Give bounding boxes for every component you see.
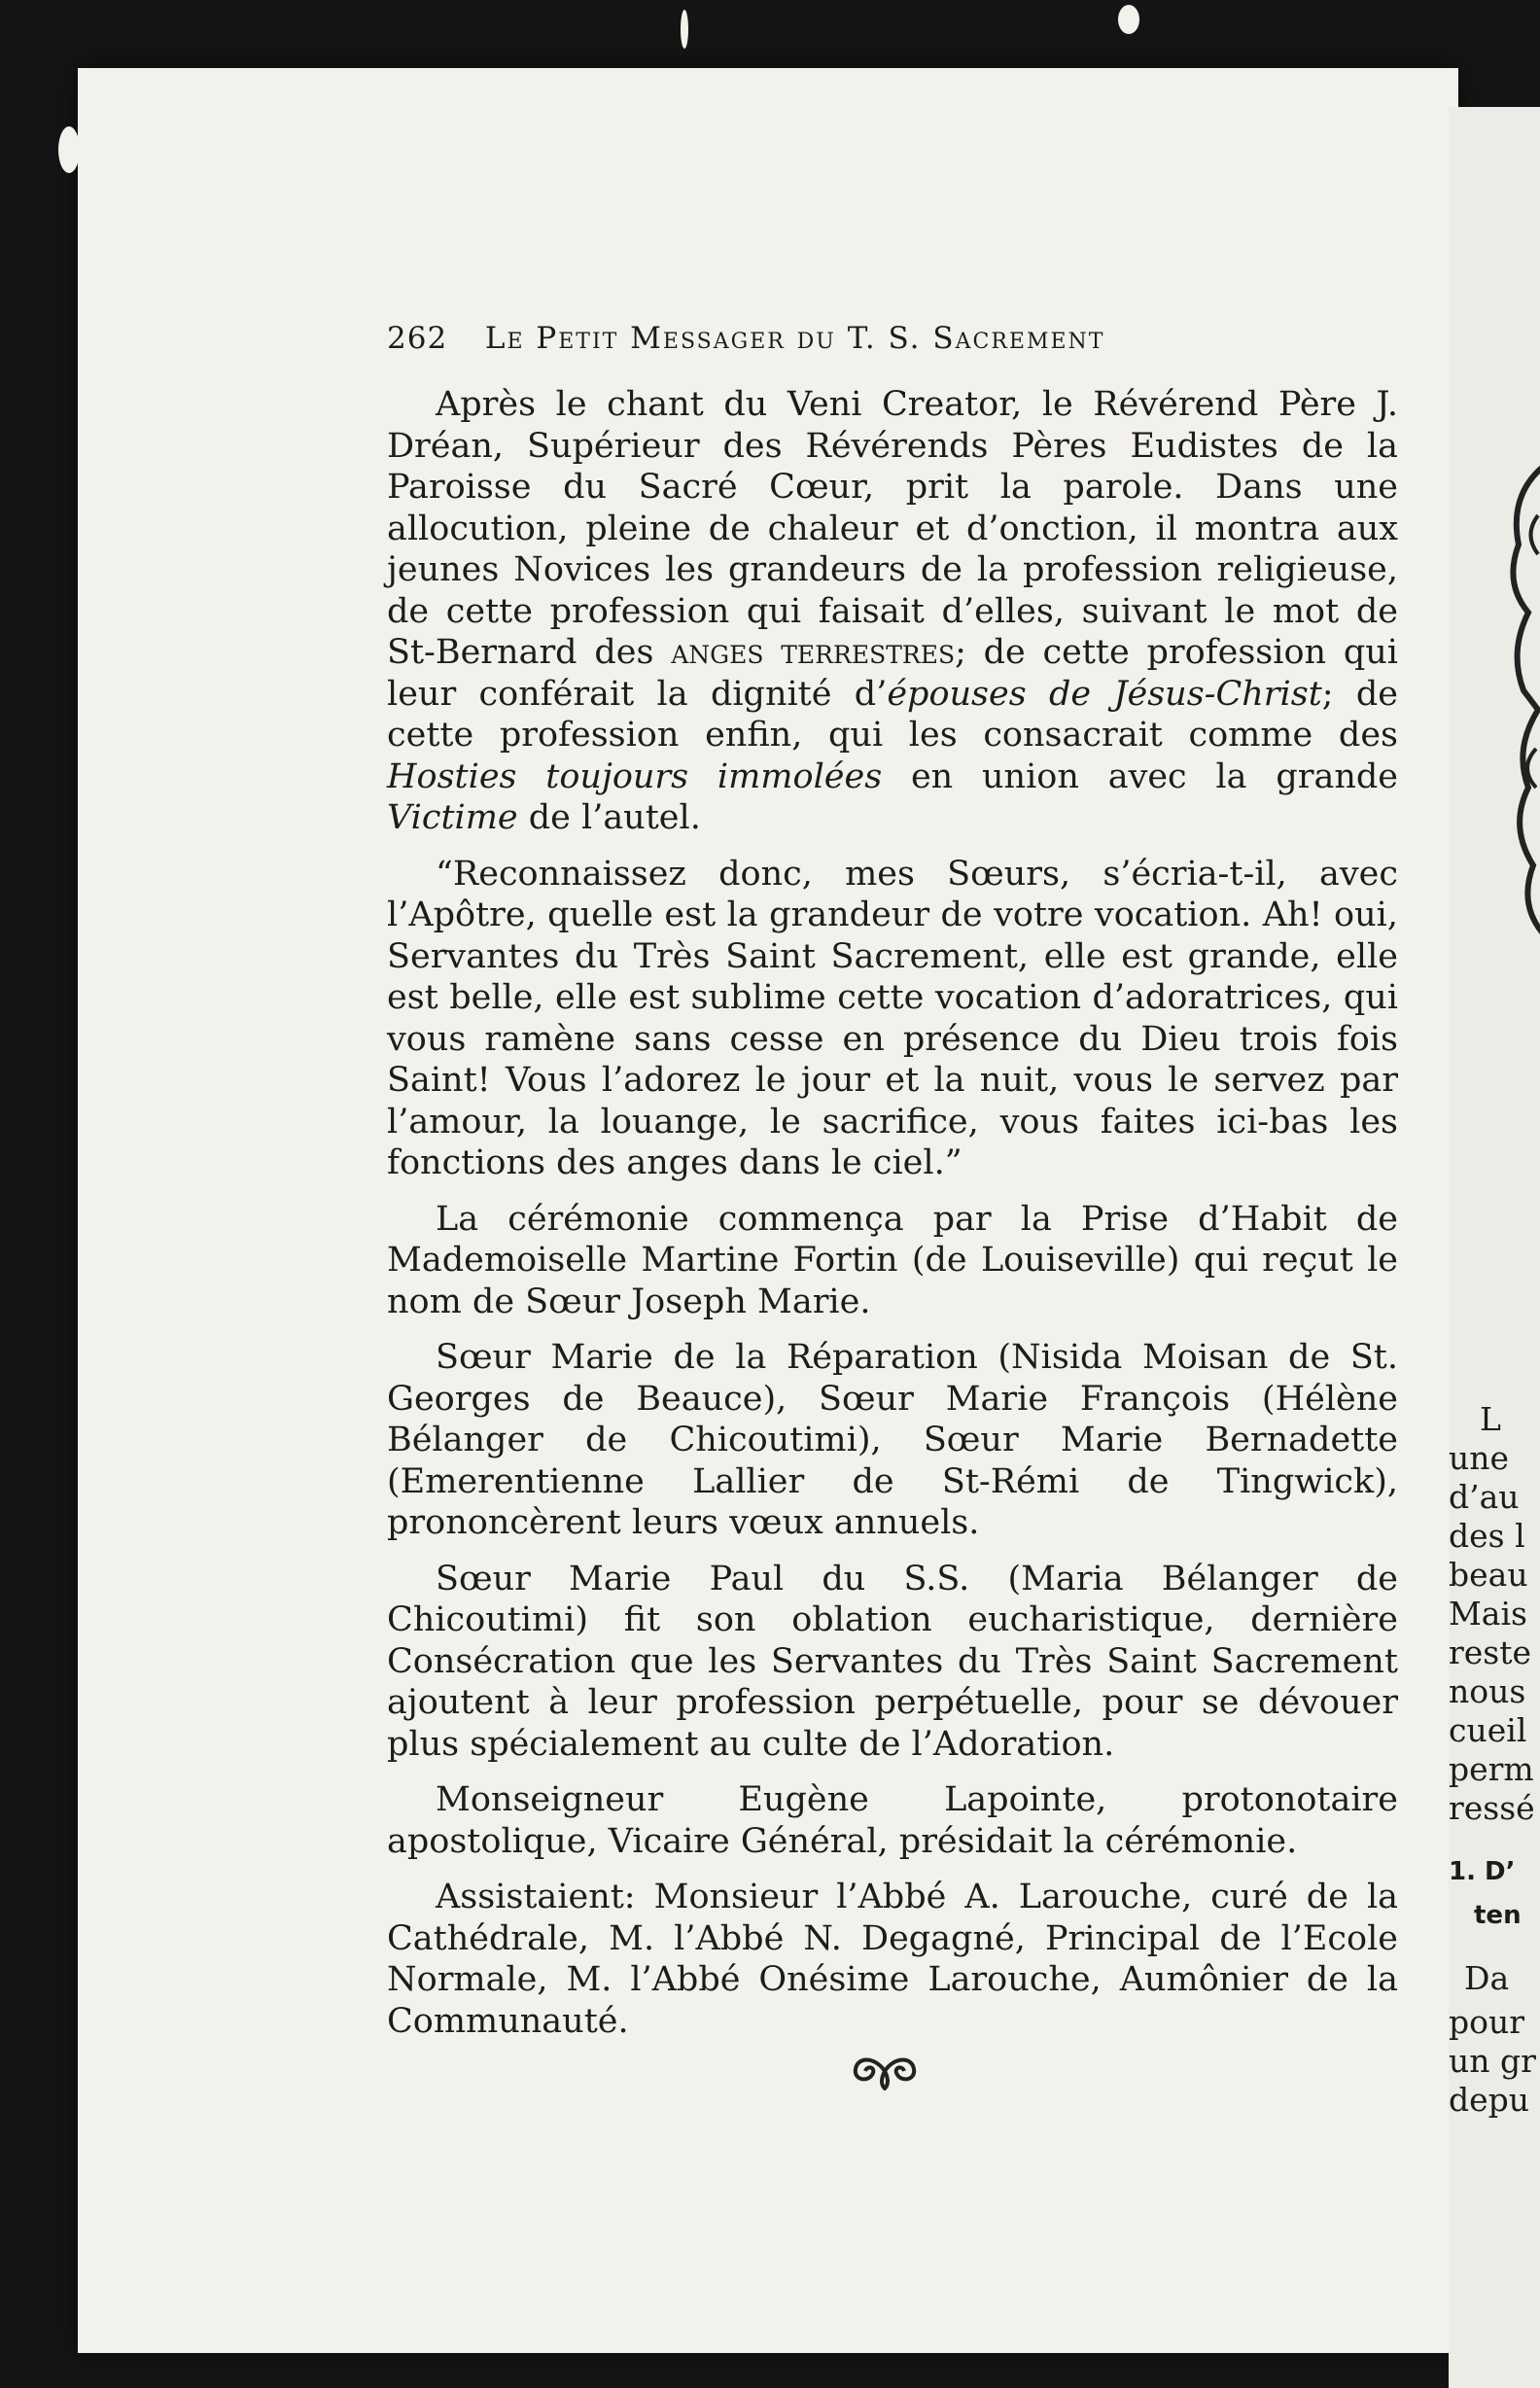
adjacent-text-fragment: reste: [1449, 1633, 1532, 1671]
adjacent-text-fragment: Da: [1464, 1959, 1510, 1997]
text-run: de l’autel.: [517, 798, 701, 837]
adjacent-text-fragment: pour: [1449, 2003, 1525, 2041]
text-run: Monseigneur Eugène Lapointe, protonotaire apostolique, Vicaire Général, présidait la cérémonie.: [387, 1780, 1398, 1861]
ornament-illustration-icon: [1499, 457, 1540, 943]
adjacent-text-fragment: ressé: [1449, 1789, 1535, 1827]
paragraph: [387, 1337, 1398, 1544]
fleuron-ornament-icon: [846, 2052, 924, 2090]
text-run: en union avec la grande: [882, 756, 1398, 796]
running-title: Le Petit Messager du T. S. Sacrement: [484, 321, 1105, 356]
page-number: 262: [387, 321, 448, 356]
adjacent-text-fragment: une: [1449, 1439, 1510, 1477]
adjacent-text-fragment: Mais: [1449, 1595, 1527, 1633]
adjacent-text-fragment: 1. D’: [1449, 1857, 1516, 1886]
adjacent-text-fragment: des l: [1449, 1517, 1525, 1555]
text-run: Hosties toujours immolées: [387, 756, 883, 796]
text-run: “Reconnaissez donc, mes Sœurs, s’écria-t-il, avec l’Apôtre, quelle est la grandeur de votre vocation. Ah! oui, Servantes du Très Saint Sacrement, elle est grande, elle est belle, elle est sublime cette vocation d’adoratrices, qui vous ramène sans cesse en présence du Dieu trois fois Saint! Vous l’adorez le jour et la nuit, vous le servez par l’amour, la louange, le sacrifice, vous faites ici-bas les fonctions des anges dans le ciel.”: [387, 854, 1398, 1182]
text-run: Victime: [387, 798, 518, 837]
paragraph: [387, 384, 1398, 839]
paragraph: [387, 1877, 1398, 2042]
paragraph: [387, 1199, 1398, 1323]
text-run: Sœur Marie Paul du S.S. (Maria Bélanger de Chicoutimi) fit son oblation eucharistique, dernière Consécration que les Servantes du Très Saint Sacrement ajoutent à leur profession perpétuelle, pour se dévouer plus spécialement au culte de l’Adoration.: [387, 1559, 1398, 1764]
text-run: Sœur Marie de la Réparation (Nisida Moisan de St. Georges de Beauce), Sœur Marie François (Hélène Bélanger de Chicoutimi), Sœur Marie Bernadette (Emerentienne Lallier de St-Rémi de Tingwick), prononcèrent leurs vœux annuels.: [387, 1338, 1398, 1542]
adjacent-text-fragment: ten: [1474, 1901, 1522, 1930]
adjacent-text-fragment: beau: [1449, 1556, 1528, 1594]
text-run: ; de cette profession qui leur conférait la dignité d’: [387, 633, 1398, 714]
text-run: Assistaient: Monsieur l’Abbé A. Larouche, curé de la Cathédrale, M. l’Abbé N. Degagné, Principal de l’Ecole Normale, M. l’Abbé Onésime Larouche, Aumônier de la Communauté.: [387, 1878, 1398, 2041]
adjacent-text-fragment: cueil: [1449, 1711, 1527, 1749]
text-run: ; de cette profession enfin, qui les consacrait comme des: [387, 674, 1398, 755]
article-body: [387, 384, 1398, 2056]
text-run: La cérémonie commença par la Prise d’Habit de Mademoiselle Martine Fortin (de Louiseville) qui reçut le nom de Sœur Joseph Marie.: [387, 1199, 1398, 1321]
text-run: Après le chant du Veni Creator, le Révérend Père J. Dréan, Supérieur des Révérends Pères Eudistes de la Paroisse du Sacré Cœur, prit la parole. Dans une allocution, pleine de chaleur et d’onction, il montra aux jeunes Novices les grandeurs de la profession religieuse, de cette profession qui faisait d’elles, suivant le mot de St-Bernard des: [387, 385, 1398, 672]
adjacent-page: [1449, 107, 1540, 2388]
paragraph: [387, 854, 1398, 1184]
paragraph: [387, 1559, 1398, 1766]
adjacent-text-fragment: nous: [1449, 1672, 1526, 1710]
running-header: [387, 321, 1398, 356]
text-run: épouses de Jésus-Christ: [887, 674, 1322, 714]
text-run: anges terrestres: [671, 633, 956, 672]
paragraph: [387, 1779, 1398, 1862]
adjacent-text-fragment: d’au: [1449, 1478, 1520, 1516]
adjacent-text-fragment: un gr: [1449, 2042, 1536, 2080]
adjacent-text-fragment: L: [1480, 1400, 1501, 1438]
adjacent-text-fragment: depu: [1449, 2081, 1530, 2119]
adjacent-text-fragment: perm: [1449, 1750, 1534, 1788]
